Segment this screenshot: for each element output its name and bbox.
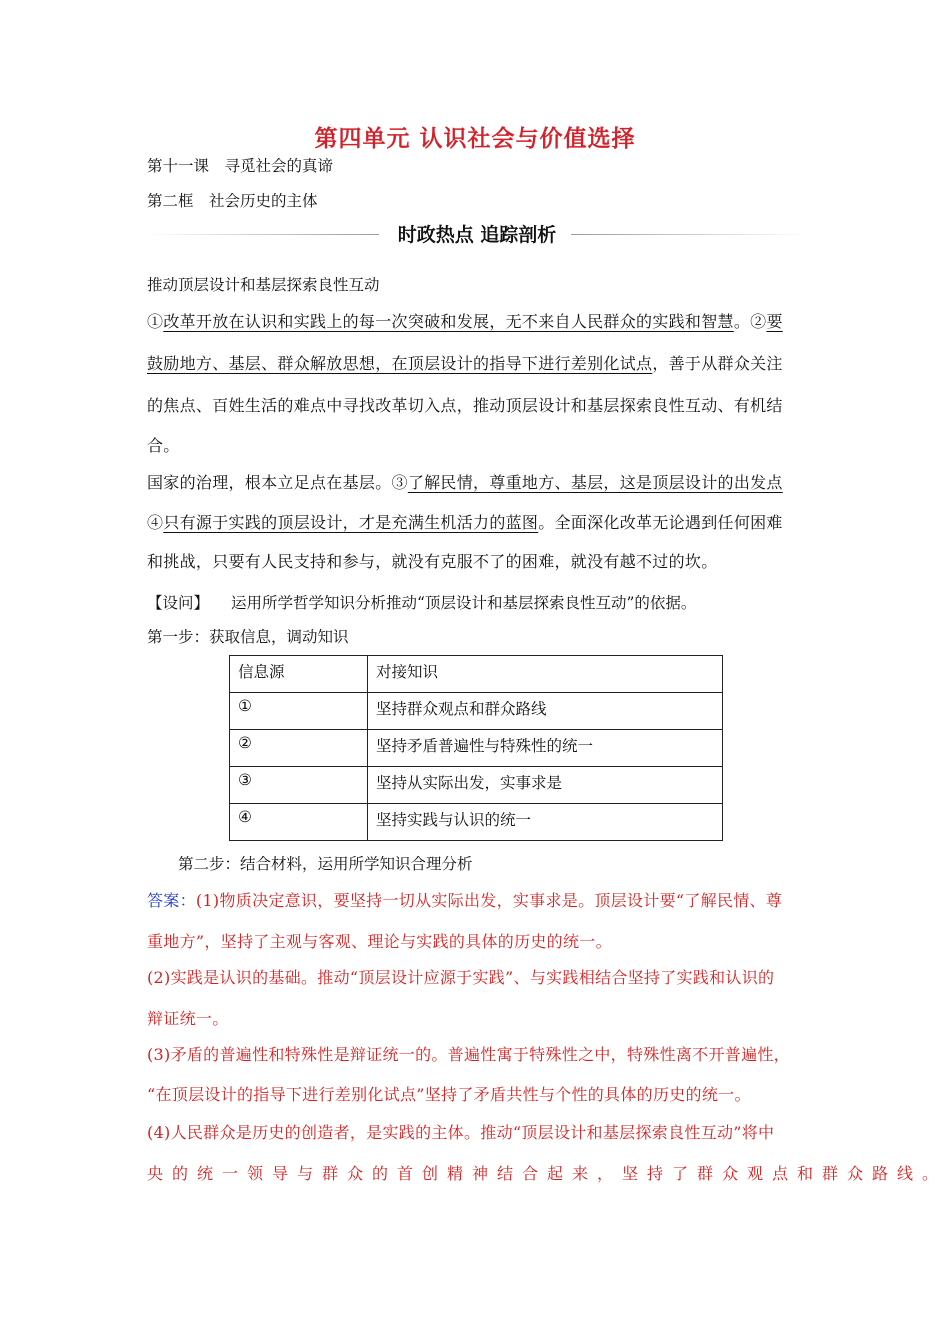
marker-4: ④ (147, 513, 164, 532)
material-line-2 (147, 351, 783, 374)
material-line-4: 合。 (147, 436, 180, 455)
table-row (230, 730, 723, 767)
frame-title: 第二框 社会历史的主体 (147, 192, 318, 210)
material-line-6 (147, 510, 783, 533)
answer-label: 答案： (147, 891, 196, 910)
material-line-3: 的焦点、百姓生活的难点中寻找改革切入点，推动顶层设计和基层探索良性互动、有机结 (147, 396, 783, 415)
text: 。② (733, 312, 767, 331)
table-cell: ① (230, 693, 368, 730)
table-header: 对接知识 (368, 656, 723, 693)
table-row (230, 693, 723, 730)
table-cell: ② (230, 730, 368, 767)
step-2: 第二步：结合材料，运用所学知识合理分析 (178, 855, 473, 873)
underlined-phrase-1: 改革开放在认识和实践上的每一次突破和发展，无不来自人民群众的实践和智慧 (163, 312, 734, 331)
table-header: 信息源 (230, 656, 368, 693)
answer-2-line-2: 辩证统一。 (147, 1009, 229, 1028)
table-row (230, 804, 723, 841)
underlined-phrase-3: 了解民情，尊重地方、基层，这是顶层设计的出发点 (407, 473, 783, 492)
material-heading: 推动顶层设计和基层探索良性互动 (147, 276, 380, 294)
step-1: 第一步：获取信息，调动知识 (147, 628, 349, 646)
answer-text: (1)物质决定意识，要坚持一切从实际出发，实事求是。顶层设计要“了解民情、尊 (195, 891, 783, 910)
knowledge-table (229, 655, 723, 841)
lesson-title: 第十一课 寻觅社会的真谛 (147, 157, 334, 175)
table-cell: 坚持矛盾普遍性与特殊性的统一 (368, 730, 723, 767)
table-row (230, 767, 723, 804)
question-tag: 【设问】 (147, 594, 210, 612)
question-line (147, 591, 696, 613)
text: 。全面深化改革无论遇到任何困难 (538, 513, 783, 532)
table-cell: 坚持从实际出发，实事求是 (368, 767, 723, 804)
answer-3-line-2: “在顶层设计的指导下进行差别化试点”坚持了矛盾共性与个性的具体的历史的统一。 (147, 1085, 751, 1104)
question-text: 运用所学哲学知识分析推动“顶层设计和基层探索良性互动”的依据。 (231, 594, 697, 612)
unit-title: 第四单元 认识社会与价值选择 (314, 125, 636, 152)
underlined-phrase-2a: 要 (766, 312, 783, 331)
answer-1-line-1 (147, 888, 782, 911)
marker-1: ① (147, 312, 164, 331)
text: 国家的治理，根本立足点在基层。③ (147, 473, 408, 492)
section-heading-bar (147, 218, 807, 250)
table-header-row (230, 656, 723, 693)
answer-3-line-1: (3)矛盾的普遍性和特殊性是辩证统一的。普遍性寓于特殊性之中，特殊性离不开普遍性， (147, 1045, 790, 1064)
underlined-phrase-2: 鼓励地方、基层、群众解放思想，在顶层设计的指导下进行差别化试点 (147, 354, 653, 373)
section-heading: 时政热点 追踪剖析 (397, 224, 557, 246)
table-cell: ③ (230, 767, 368, 804)
answer-4-line-2: 央的统一领导与群众的首创精神结合起来，坚持了群众观点和群众路线。 (147, 1164, 948, 1183)
answer-2-line-1: (2)实践是认识的基础。推动“顶层设计应源于实践”、与实践相结合坚持了实践和认识的 (147, 968, 775, 987)
underlined-phrase-4: 只有源于实践的顶层设计，才是充满生机活力的蓝图 (163, 513, 539, 532)
material-line-1 (147, 309, 783, 332)
table-cell: 坚持实践与认识的统一 (368, 804, 723, 841)
divider-right (571, 234, 807, 235)
table-cell: 坚持群众观点和群众路线 (368, 693, 723, 730)
material-line-7: 和挑战，只要有人民支持和参与，就没有克服不了的困难，就没有越不过的坎。 (147, 552, 718, 571)
table-cell: ④ (230, 804, 368, 841)
answer-1-line-2: 重地方”，坚持了主观与客观、理论与实践的具体的历史的统一。 (147, 932, 612, 951)
answer-4-line-1: (4)人民群众是历史的创造者，是实践的主体。推动“顶层设计和基层探索良性互动”将中 (147, 1123, 775, 1142)
text: ，善于从群众关注 (652, 354, 783, 373)
material-line-5 (147, 470, 783, 493)
